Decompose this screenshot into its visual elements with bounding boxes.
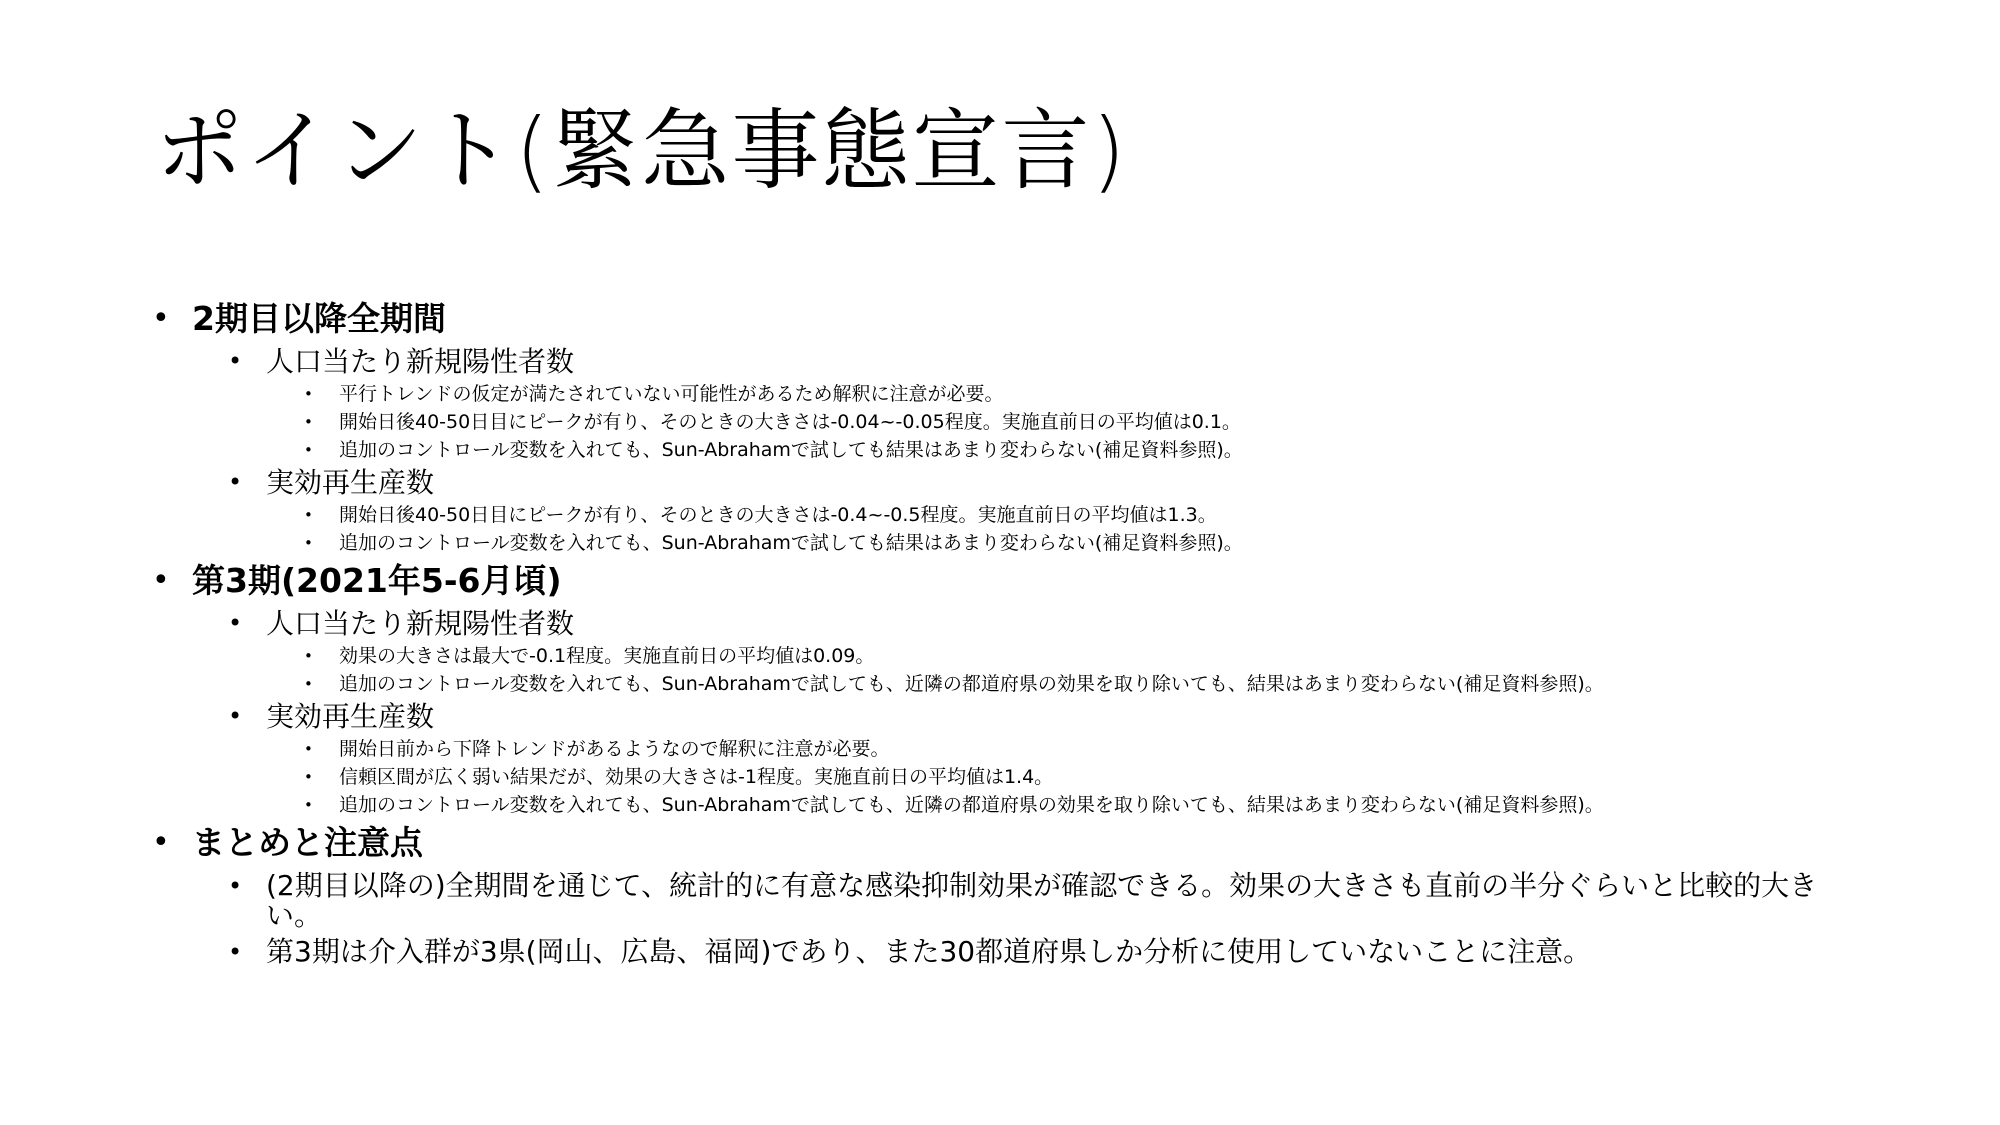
subsection-heading: • 実効再生産数 — [266, 700, 435, 733]
detail-text: • 開始日後40-50日目にピークが有り、そのときの大きさは-0.04~-0.05程度。実施直前日の平均値は0.1。 — [339, 411, 1241, 433]
detail-item — [298, 380, 1868, 408]
detail-item — [298, 642, 1868, 670]
summary-list — [224, 867, 1868, 969]
section-heading: • 第3期(2021年5-6月頃) — [192, 561, 562, 600]
detail-list — [298, 642, 1868, 698]
section-heading: • 2期目以降全期間 — [192, 299, 446, 338]
subsection-reproduction-number — [224, 464, 1868, 557]
detail-text: • 効果の大きさは最大で-0.1程度。実施直前日の平均値は0.09。 — [339, 645, 875, 667]
subsection-heading: • 実効再生産数 — [266, 466, 435, 499]
detail-item — [298, 670, 1868, 698]
detail-text: • 追加のコントロール変数を入れても、Sun-Abrahamで試しても、近隣の都道府県の効果を取り除いても、結果はあまり変わらない(補足資料参照)。 — [339, 794, 1604, 816]
detail-list — [298, 735, 1868, 819]
summary-point — [224, 867, 1868, 933]
subsection-reproduction-number — [224, 698, 1868, 819]
subsection-list — [224, 343, 1868, 557]
detail-text: • 追加のコントロール変数を入れても、Sun-Abrahamで試しても結果はあまり変わらない(補足資料参照)。 — [339, 532, 1243, 554]
subsection-new-cases — [224, 605, 1868, 698]
detail-item — [298, 735, 1868, 763]
detail-text: • 追加のコントロール変数を入れても、Sun-Abrahamで試しても結果はあまり変わらない(補足資料参照)。 — [339, 439, 1243, 461]
detail-item — [298, 529, 1868, 557]
subsection-heading: • 人口当たり新規陽性者数 — [266, 607, 575, 640]
subsection-new-cases — [224, 343, 1868, 464]
detail-text: • 開始日後40-50日目にピークが有り、そのときの大きさは-0.4~-0.5程度。実施直前日の平均値は1.3。 — [339, 504, 1217, 526]
slide-title: ポイント(緊急事態宣言) — [155, 99, 1128, 202]
section-third-period — [148, 557, 1868, 819]
detail-item — [298, 408, 1868, 436]
detail-item — [298, 436, 1868, 464]
detail-text: • 信頼区間が広く弱い結果だが、効果の大きさは-1程度。実施直前日の平均値は1.4。 — [339, 766, 1054, 788]
detail-list — [298, 380, 1868, 464]
top-bullet-list — [148, 295, 1868, 969]
section-all-periods — [148, 295, 1868, 557]
subsection-heading: • 人口当たり新規陽性者数 — [266, 345, 575, 378]
section-summary — [148, 819, 1868, 969]
subsection-list — [224, 605, 1868, 819]
detail-list — [298, 501, 1868, 557]
summary-text: • 第3期は介入群が3県(岡山、広島、福岡)であり、また30都道府県しか分析に使用していないことに注意。 — [266, 935, 1592, 968]
detail-item — [298, 763, 1868, 791]
detail-text: • 平行トレンドの仮定が満たされていない可能性があるため解釈に注意が必要。 — [339, 383, 1004, 405]
detail-text: • 追加のコントロール変数を入れても、Sun-Abrahamで試しても、近隣の都道府県の効果を取り除いても、結果はあまり変わらない(補足資料参照)。 — [339, 673, 1604, 695]
section-heading: • まとめと注意点 — [192, 823, 423, 862]
detail-text: • 開始日前から下降トレンドがあるようなので解釈に注意が必要。 — [339, 738, 890, 760]
summary-point — [224, 933, 1868, 969]
detail-item — [298, 501, 1868, 529]
slide-content — [148, 295, 1868, 969]
summary-text: • (2期目以降の)全期間を通じて、統計的に有意な感染抑制効果が確認できる。効果の大きさも直前の半分ぐらいと比較的大きい。 — [266, 869, 1818, 932]
detail-item — [298, 791, 1868, 819]
